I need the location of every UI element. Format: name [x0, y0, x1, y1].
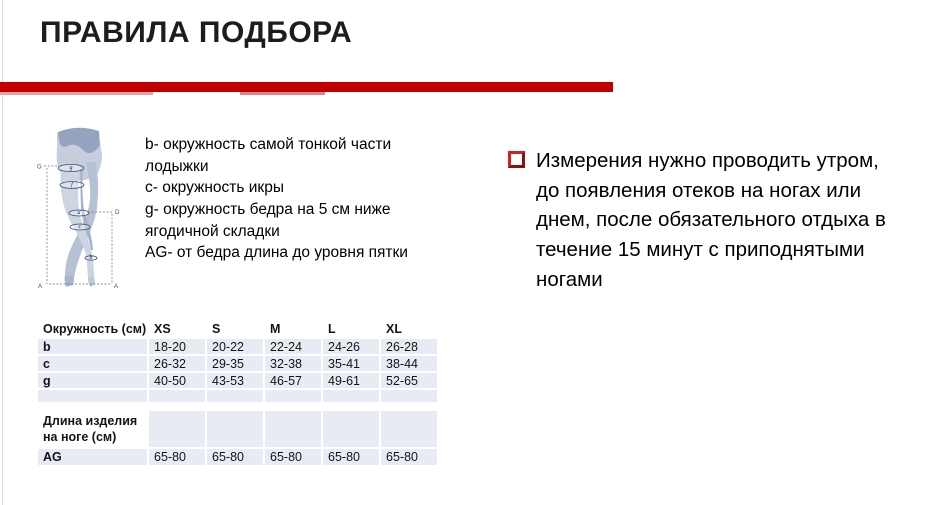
table-cell: 65-80	[149, 449, 205, 465]
band-label-f: f	[71, 182, 73, 188]
table-cell: 24-26	[323, 339, 379, 354]
table-cell: 20-22	[207, 339, 263, 354]
table-cell: 52-65	[381, 373, 437, 388]
table-cell: 49-61	[323, 373, 379, 388]
table-header-row	[38, 321, 437, 337]
table-cell: 46-57	[265, 373, 321, 388]
measurement-definitions	[145, 134, 437, 264]
table-cell: 65-80	[207, 449, 263, 465]
table-gap-row	[38, 404, 437, 409]
table-length-section-row	[38, 411, 437, 447]
point-label-D: D	[115, 210, 120, 216]
table-header-cell: XS	[154, 322, 171, 336]
point-label-G: G	[37, 164, 42, 171]
table-row-label: AG	[38, 449, 147, 465]
table-header-cell: Окружность (см)	[43, 322, 147, 336]
measurement-note	[508, 146, 904, 295]
size-table	[36, 319, 439, 467]
point-label-A-right: A	[114, 284, 119, 290]
leg-measurement-diagram	[36, 124, 128, 292]
table-row-label: c	[38, 356, 147, 371]
table-row-c	[38, 356, 437, 371]
note-text: Измерения нужно проводить утром, до появления отеков на ногах или днем, после обязательного отдыха в течение 15 минут с приподнятыми ногами	[536, 149, 886, 291]
table-header-cell: XL	[386, 322, 402, 336]
back-foot-shape	[65, 275, 74, 287]
table-spacer-row	[38, 390, 437, 402]
table-cell: 65-80	[323, 449, 379, 465]
table-cell: 40-50	[149, 373, 205, 388]
accent-bar-underline-left	[0, 92, 153, 95]
accent-bar-underline-mid	[240, 92, 325, 95]
table-cell: 29-35	[207, 356, 263, 371]
page-title: ПРАВИЛА ПОДБОРА	[40, 16, 353, 49]
band-label-g: g	[69, 165, 73, 171]
table-cell: 38-44	[381, 356, 437, 371]
table-cell: 65-80	[265, 449, 321, 465]
band-label-d: d	[77, 210, 81, 216]
table-row-ag	[38, 449, 437, 465]
table-row-label: g	[38, 373, 147, 388]
definition-line-b: b- окружность самой тонкой части лодыжки	[145, 136, 392, 175]
definition-line-ag: AG- от бедра длина до уровня пятки	[145, 244, 408, 262]
definition-line-c: c- окружность икры	[145, 179, 284, 197]
table-cell: 26-32	[149, 356, 205, 371]
table-cell: 43-53	[207, 373, 263, 388]
table-cell: 22-24	[265, 339, 321, 354]
table-row-g	[38, 373, 437, 388]
table-cell: 65-80	[381, 449, 437, 465]
table-section-label: Длина изделия на ноге (см)	[43, 413, 138, 444]
table-cell: 26-28	[381, 339, 437, 354]
table-header-cell: M	[270, 322, 281, 336]
table-cell: 32-38	[265, 356, 321, 371]
band-label-c: c	[78, 224, 82, 230]
red-square-bullet-icon	[508, 151, 525, 168]
table-header-cell: S	[212, 322, 221, 336]
band-label-b: b	[89, 255, 93, 261]
accent-bar	[0, 82, 613, 92]
table-cell: 35-41	[323, 356, 379, 371]
table-cell: 18-20	[149, 339, 205, 354]
table-row-b	[38, 339, 437, 354]
table-row-label: b	[38, 339, 147, 354]
point-label-A-left: A	[38, 284, 43, 290]
definition-line-g: g- окружность бедра на 5 см ниже ягодичной складки	[145, 201, 391, 240]
table-header-cell: L	[328, 322, 336, 336]
